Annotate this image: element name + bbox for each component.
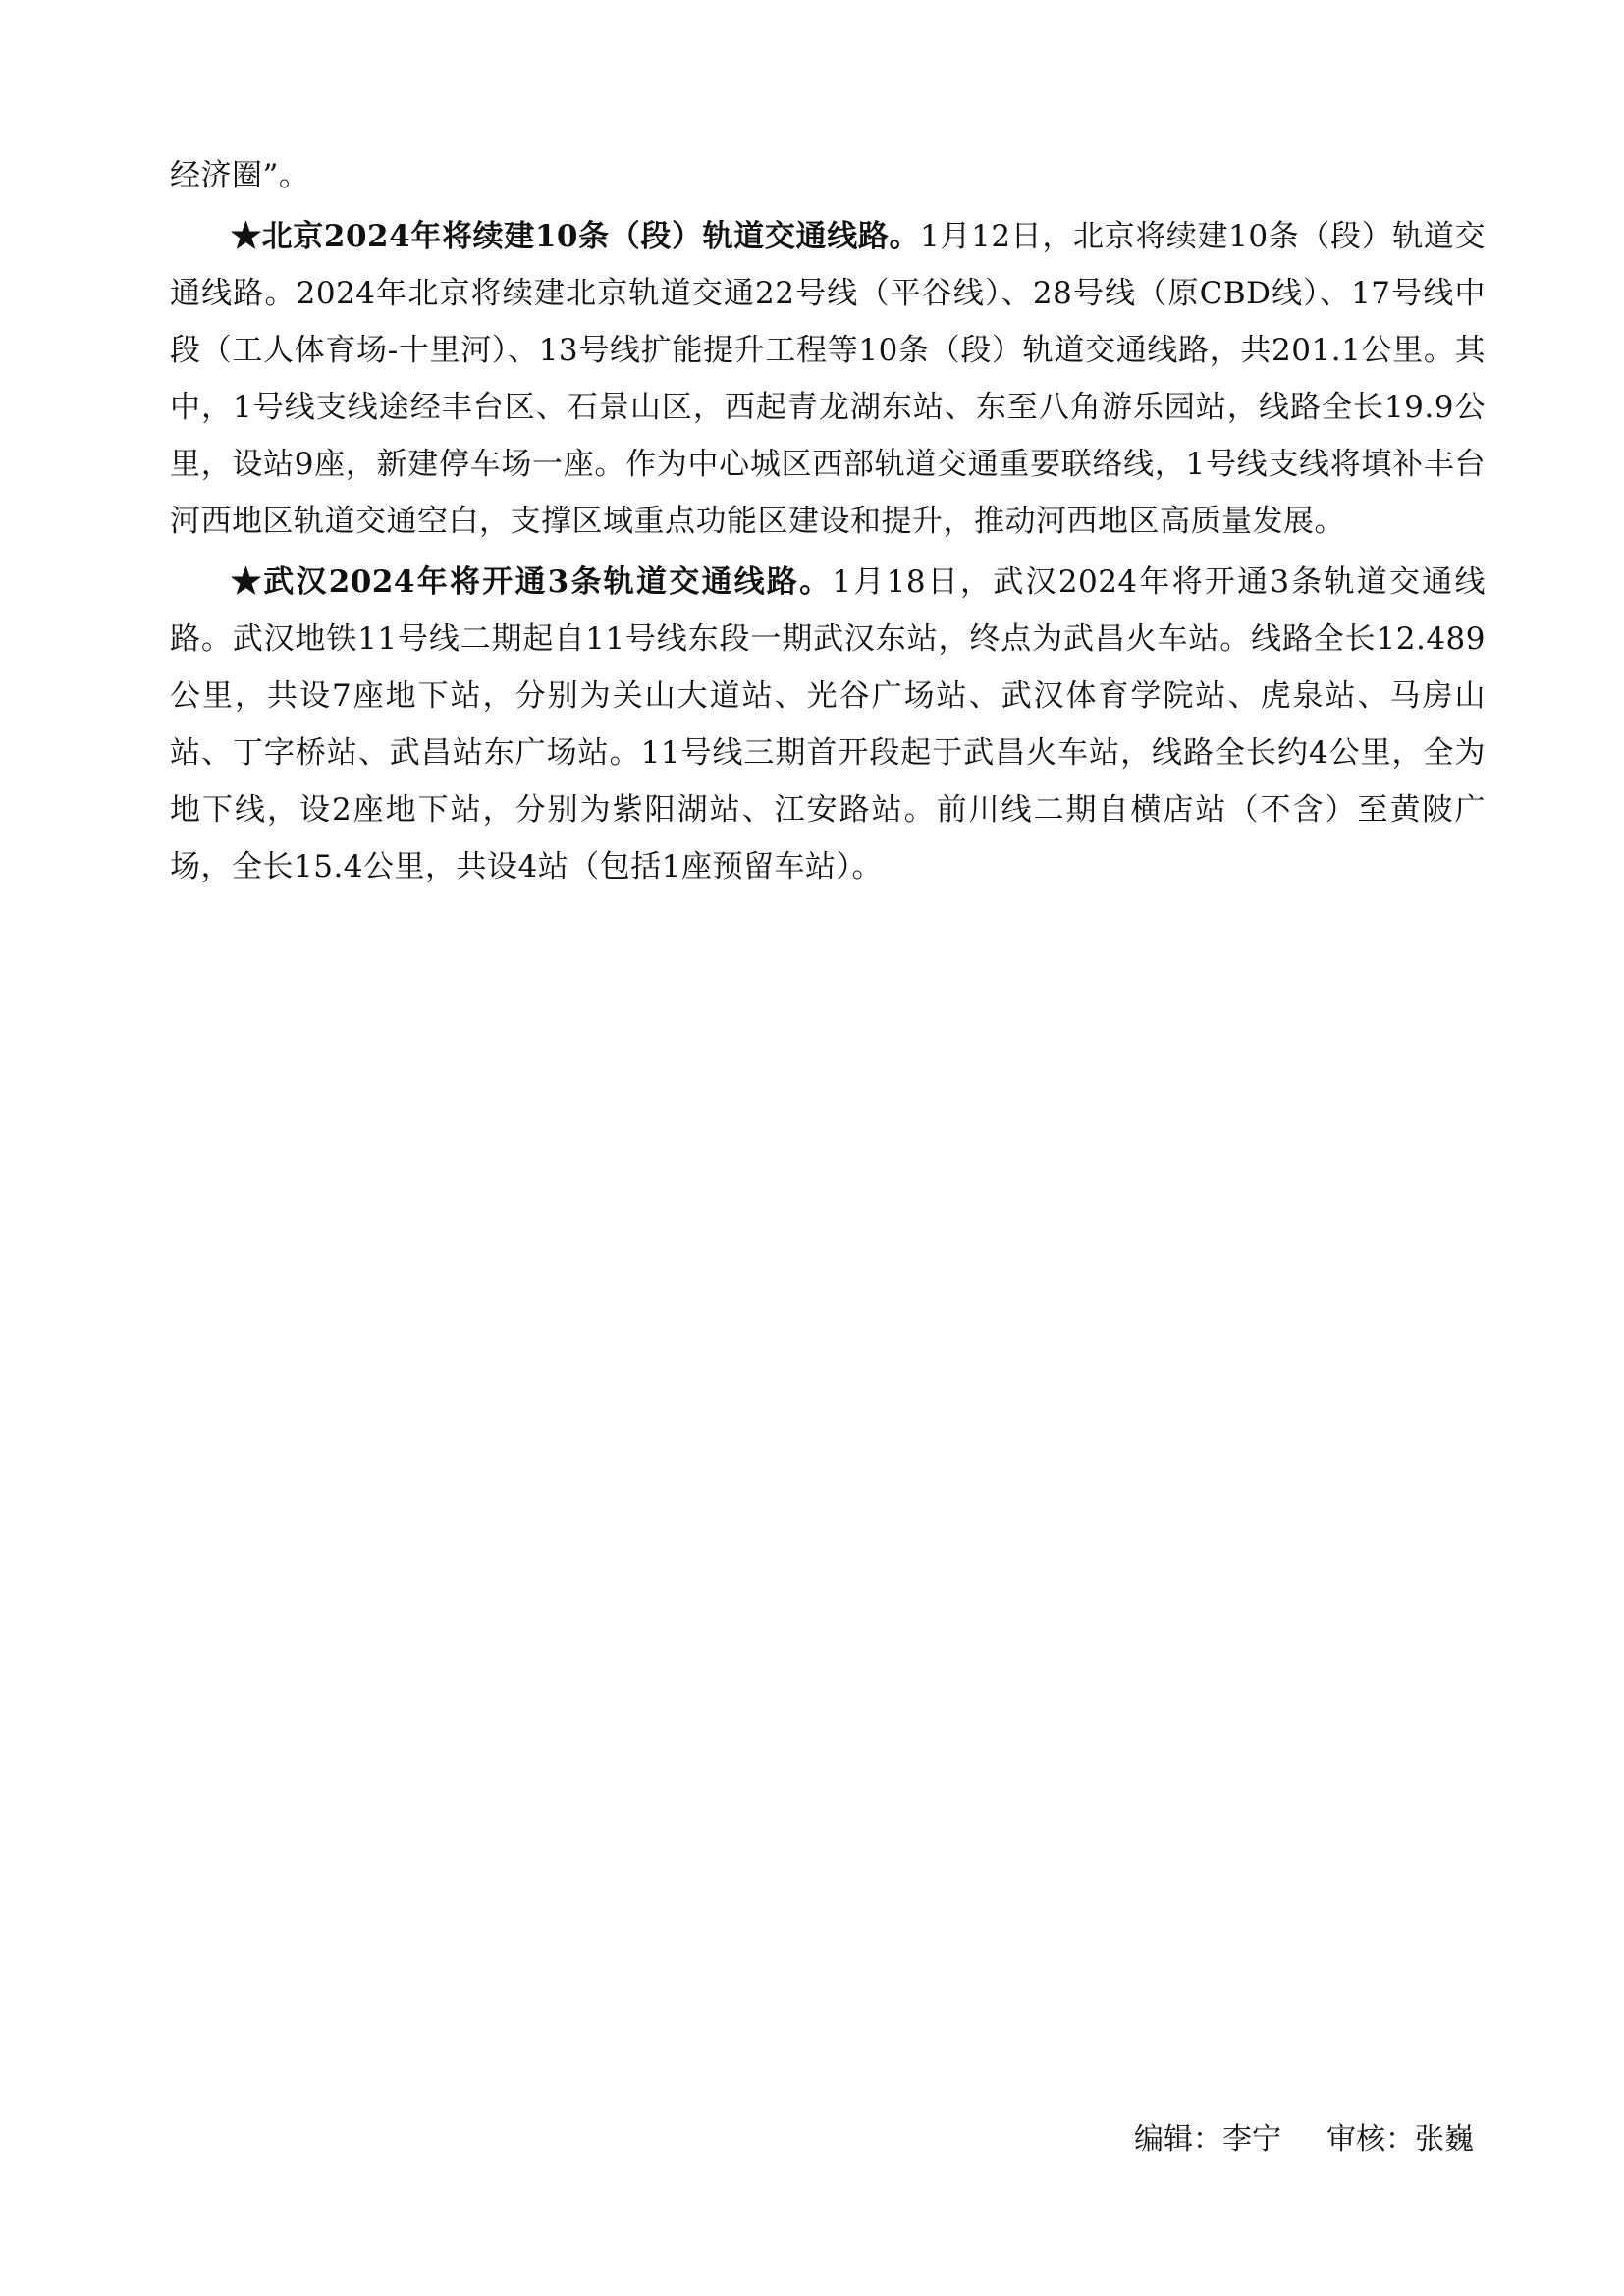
- news-item-wuhan: [170, 554, 1486, 895]
- news-headline-wuhan: ★武汉2024年将开通3条轨道交通线路。: [231, 564, 833, 600]
- reviewer-credit: 审核：张巍: [1326, 2122, 1474, 2157]
- news-body-beijing: 1月12日，北京将续建10条（段）轨道交通线路。2024年北京将续建北京轨道交通22号线（平谷线）、28号线（原CBD线）、17号线中段（工人体育场-十里河）、13号线扩能提升工程等10条（段）轨道交通线路，共201.1公里。其中，1号线支线途经丰台区、石景山区，西起青龙湖东站、东至八角游乐园站，线路全长19.9公里，设站9座，新建停车场一座。作为中心城区西部轨道交通重要联络线，1号线支线将填补丰台河西地区轨道交通空白，支撑区域重点功能区建设和提升，推动河西地区高质量发展。: [170, 219, 1486, 539]
- news-body-wuhan: 1月18日，武汉2024年将开通3条轨道交通线路。武汉地铁11号线二期起自11号线东段一期武汉东站，终点为武昌火车站。线路全长12.489公里，共设7座地下站，分别为关山大道站、光谷广场站、武汉体育学院站、虎泉站、马房山站、丁字桥站、武昌站东广场站。11号线三期首开段起于武昌火车站，线路全长约4公里，全为地下线，设2座地下站，分别为紫阳湖站、江安路站。前川线二期自横店站（不含）至黄陂广场，全长15.4公里，共设4站（包括1座预留车站）。: [170, 564, 1486, 884]
- news-item-beijing: [170, 208, 1486, 550]
- editor-credit: 编辑：李宁: [1134, 2122, 1281, 2157]
- page-footer: [1134, 2114, 1474, 2158]
- continuation-paragraph: 经济圈”。: [170, 158, 310, 193]
- article-body: [170, 147, 1486, 899]
- news-headline-beijing: ★北京2024年将续建10条（段）轨道交通线路。: [231, 219, 921, 254]
